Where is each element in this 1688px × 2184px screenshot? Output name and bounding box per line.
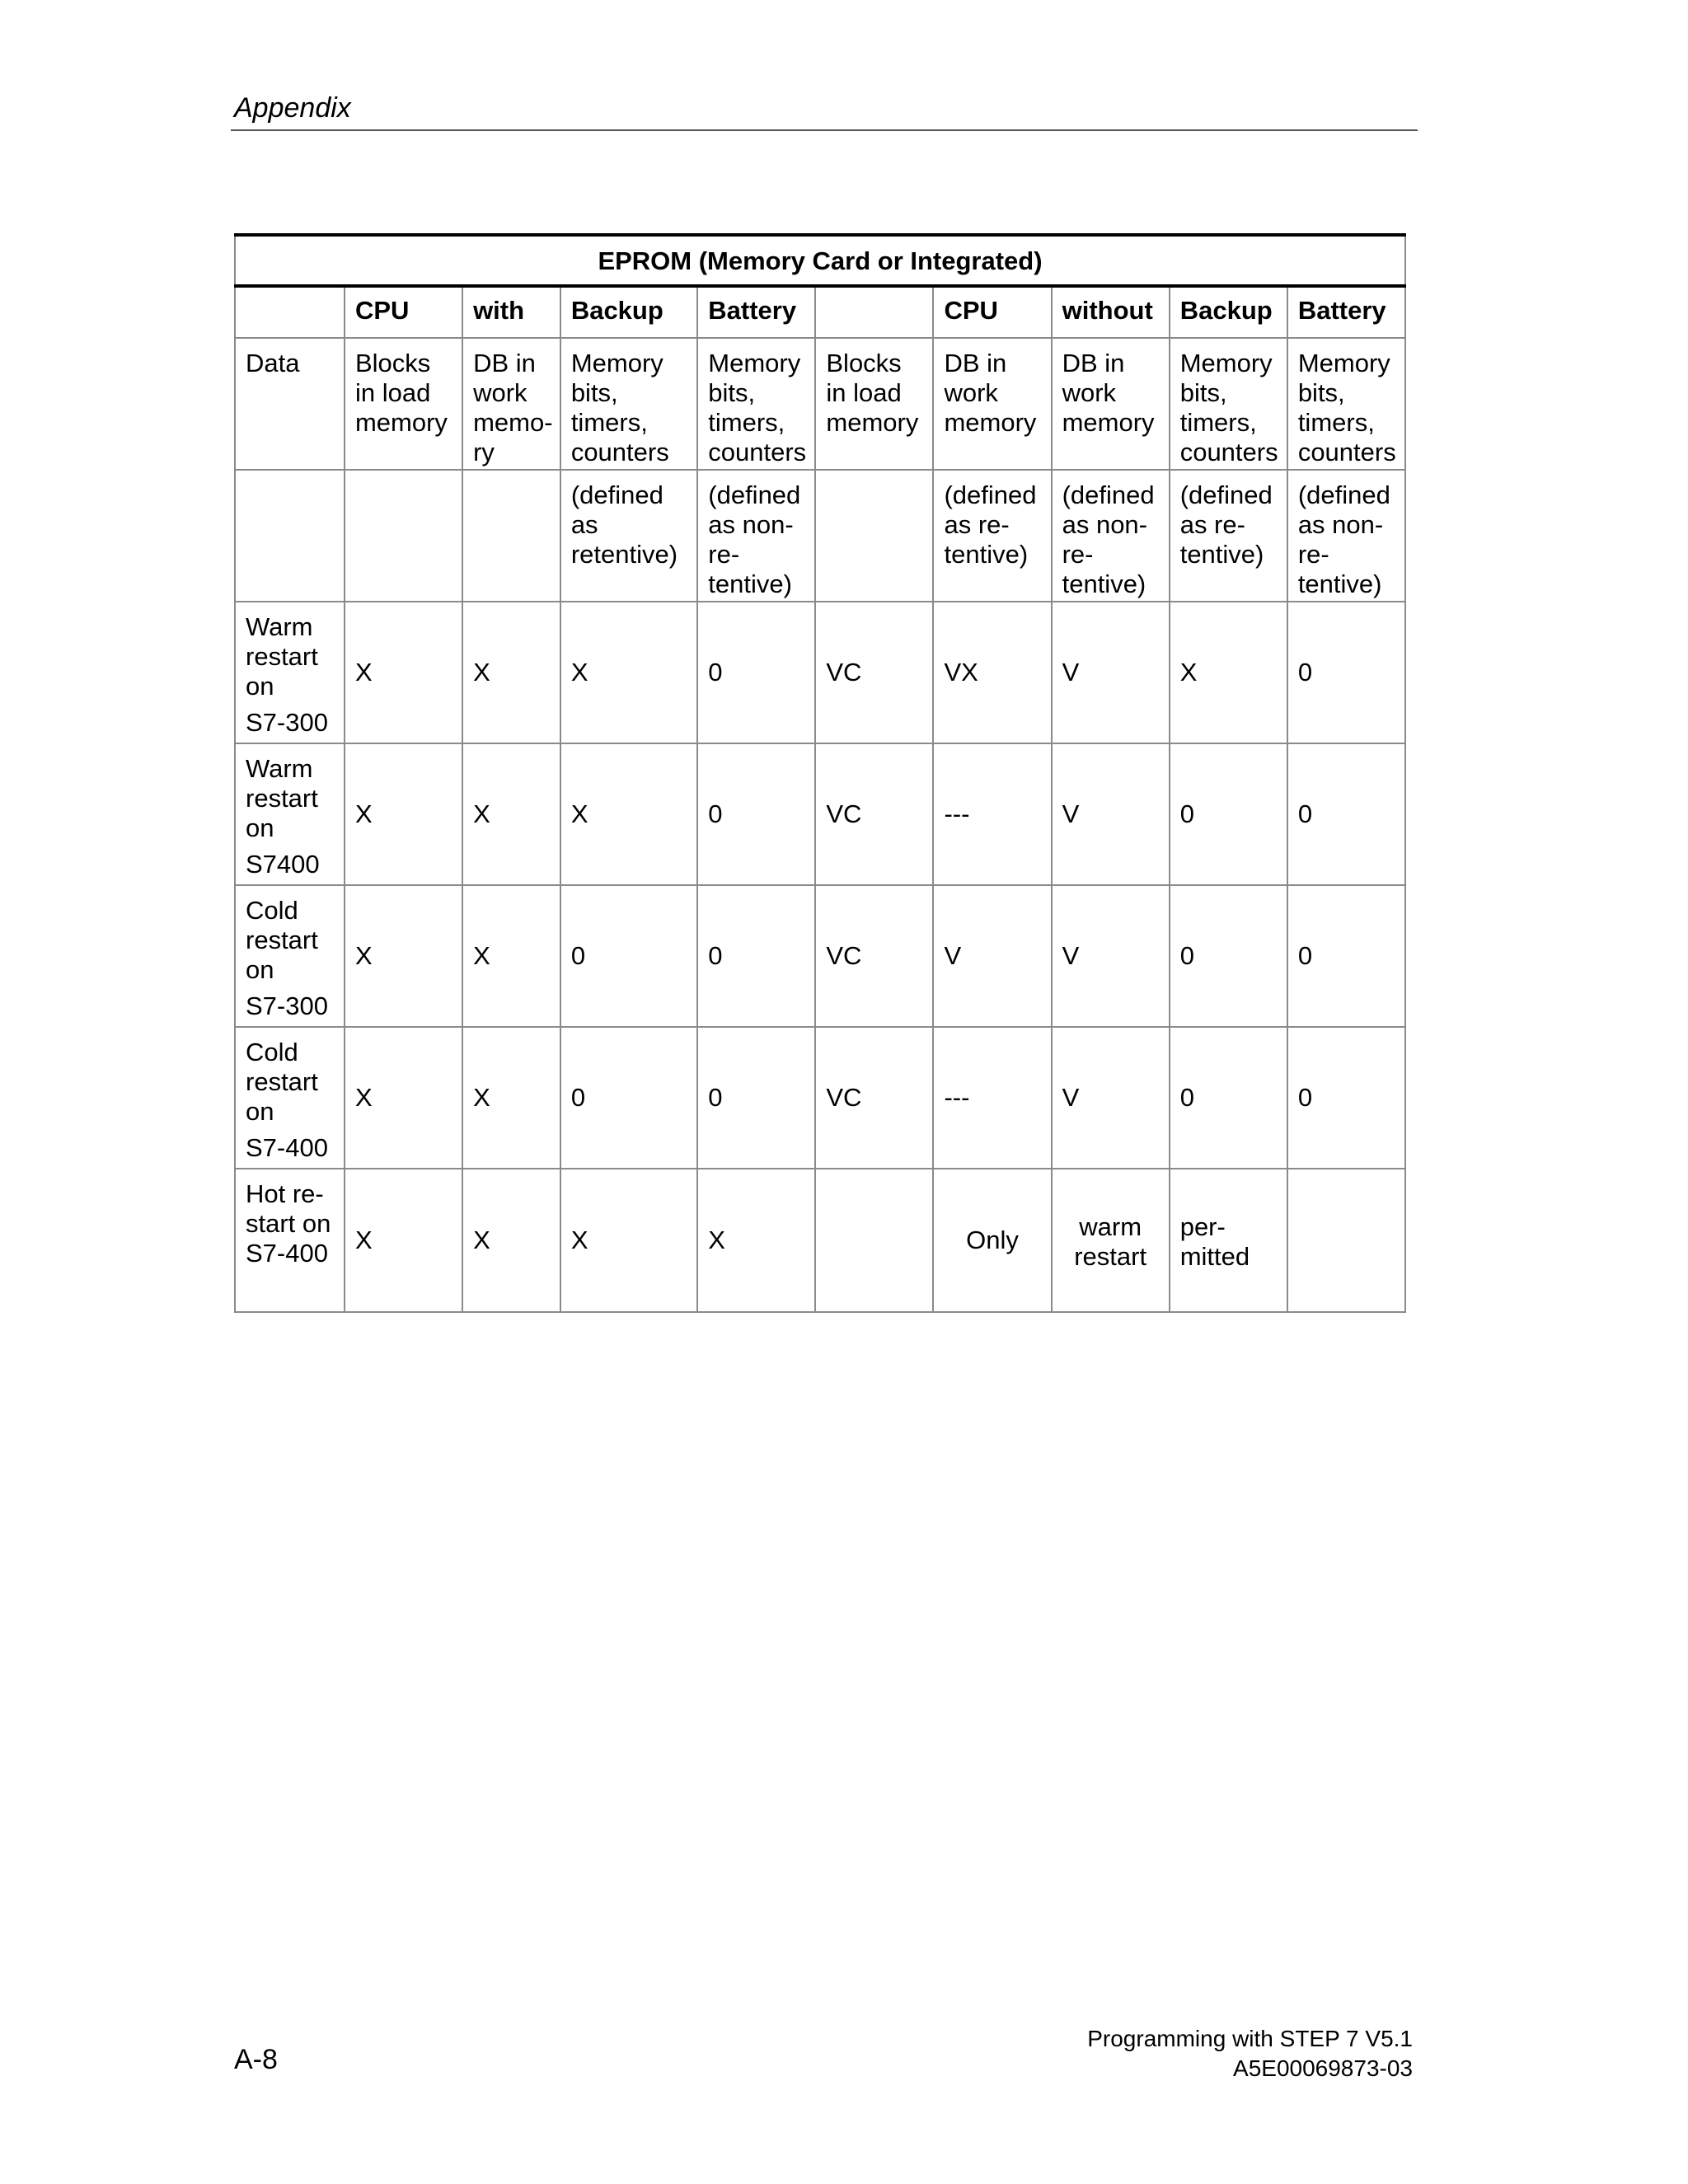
row-label-line: S7-400 bbox=[246, 1239, 328, 1268]
table-cell: (defined as non-re-tentive) bbox=[1287, 470, 1405, 602]
row-label-line: Cold bbox=[246, 896, 298, 925]
table-cell: (defined as re-tentive) bbox=[933, 470, 1051, 602]
table-cell: VC bbox=[815, 885, 933, 1027]
table-cell: X bbox=[462, 743, 560, 885]
row-label bbox=[235, 743, 345, 885]
row-label-line: S7400 bbox=[246, 850, 320, 879]
row-label: Data bbox=[235, 338, 345, 470]
table-cell bbox=[462, 470, 560, 602]
eprom-retentivity-table bbox=[234, 233, 1406, 1313]
row-label-line: restart bbox=[246, 642, 318, 671]
table-cell: Only bbox=[933, 1169, 1051, 1312]
row-label bbox=[235, 470, 345, 602]
table-cell bbox=[815, 1169, 933, 1312]
row-label bbox=[235, 1027, 345, 1169]
table-title: EPROM (Memory Card or Integrated) bbox=[235, 235, 1405, 286]
table-cell: V bbox=[933, 885, 1051, 1027]
table-cell: V bbox=[1052, 885, 1170, 1027]
table-cell: X bbox=[560, 602, 697, 743]
table-cell: X bbox=[462, 602, 560, 743]
table-cell: DB in work memory bbox=[1052, 338, 1170, 470]
table-cell: 0 bbox=[1287, 602, 1405, 743]
book-title: Programming with STEP 7 V5.1 bbox=[1087, 2026, 1413, 2051]
table-cell: X bbox=[345, 1027, 462, 1169]
table-cell: 0 bbox=[1287, 885, 1405, 1027]
table-row-warm-restart-s7400 bbox=[235, 743, 1405, 885]
column-header: Backup bbox=[560, 286, 697, 338]
table-cell: 0 bbox=[697, 602, 815, 743]
table-cell: (defined as re-tentive) bbox=[1170, 470, 1287, 602]
section-title: Appendix bbox=[234, 92, 351, 124]
row-label-line: restart bbox=[246, 1067, 318, 1096]
row-label bbox=[235, 885, 345, 1027]
row-label-line: S7-300 bbox=[246, 708, 328, 737]
table-row-data bbox=[235, 338, 1405, 470]
table-cell: V bbox=[1052, 743, 1170, 885]
row-label-line: Warm bbox=[246, 612, 313, 641]
table-cell: (defined as non-re-tentive) bbox=[1052, 470, 1170, 602]
table-row-hot-restart-s7-400 bbox=[235, 1169, 1405, 1312]
table-cell: 0 bbox=[697, 1027, 815, 1169]
table-cell: VX bbox=[933, 602, 1051, 743]
column-header bbox=[815, 286, 933, 338]
table-cell: X bbox=[345, 1169, 462, 1312]
page-number: A-8 bbox=[234, 2044, 278, 2075]
table-cell: Memory bits, timers, counters bbox=[560, 338, 697, 470]
row-label-line: Hot re- bbox=[246, 1179, 324, 1208]
table-cell: (defined as retentive) bbox=[560, 470, 697, 602]
table-cell bbox=[345, 470, 462, 602]
table-cell: X bbox=[345, 743, 462, 885]
table-cell: --- bbox=[933, 743, 1051, 885]
row-label-line: restart bbox=[246, 926, 318, 954]
table-cell: Blocks in load memory bbox=[345, 338, 462, 470]
table-cell: 0 bbox=[697, 743, 815, 885]
table-cell: X bbox=[462, 885, 560, 1027]
table-header-row bbox=[235, 286, 1405, 338]
table-cell: per-mitted bbox=[1170, 1169, 1287, 1312]
table-cell: 0 bbox=[697, 885, 815, 1027]
table-cell: VC bbox=[815, 1027, 933, 1169]
table-cell: VC bbox=[815, 743, 933, 885]
column-header: without bbox=[1052, 286, 1170, 338]
table-cell: (defined as non-re-tentive) bbox=[697, 470, 815, 602]
table-cell: Memory bits, timers, counters bbox=[1170, 338, 1287, 470]
table-cell: Memory bits, timers, counters bbox=[697, 338, 815, 470]
row-label-line: S7-400 bbox=[246, 1133, 328, 1162]
table-cell: Blocks in load memory bbox=[815, 338, 933, 470]
table-cell: DB in work memory bbox=[933, 338, 1051, 470]
table-cell: --- bbox=[933, 1027, 1051, 1169]
column-header: Backup bbox=[1170, 286, 1287, 338]
column-header: Battery bbox=[697, 286, 815, 338]
table-row-cold-restart-s7-400 bbox=[235, 1027, 1405, 1169]
table-cell: warm restart bbox=[1052, 1169, 1170, 1312]
table-cell: X bbox=[462, 1027, 560, 1169]
row-label-line: Cold bbox=[246, 1038, 298, 1066]
header-divider bbox=[231, 129, 1418, 131]
table-cell: 0 bbox=[1287, 743, 1405, 885]
table-cell: 0 bbox=[1170, 743, 1287, 885]
table-cell: X bbox=[560, 1169, 697, 1312]
column-header: Battery bbox=[1287, 286, 1405, 338]
table-cell: 0 bbox=[1170, 1027, 1287, 1169]
table-cell: X bbox=[1170, 602, 1287, 743]
row-label-line: S7-300 bbox=[246, 991, 328, 1020]
row-label-line: on bbox=[246, 1097, 274, 1126]
table-cell: X bbox=[697, 1169, 815, 1312]
table-cell: X bbox=[462, 1169, 560, 1312]
row-label-line: Warm bbox=[246, 754, 313, 783]
table-row-cold-restart-s7-300 bbox=[235, 885, 1405, 1027]
table-cell: VC bbox=[815, 602, 933, 743]
row-label-line: restart bbox=[246, 784, 318, 813]
table-cell: X bbox=[560, 743, 697, 885]
table-cell: V bbox=[1052, 1027, 1170, 1169]
row-label-line: on bbox=[246, 813, 274, 842]
table-cell: Memory bits, timers, counters bbox=[1287, 338, 1405, 470]
table-cell: X bbox=[345, 885, 462, 1027]
table-cell: V bbox=[1052, 602, 1170, 743]
row-label-line: start on bbox=[246, 1209, 331, 1238]
row-label bbox=[235, 602, 345, 743]
table-cell bbox=[815, 470, 933, 602]
column-header: with bbox=[462, 286, 560, 338]
table-cell: DB in work memo-ry bbox=[462, 338, 560, 470]
column-header bbox=[235, 286, 345, 338]
table-cell: 0 bbox=[560, 1027, 697, 1169]
row-label-line: on bbox=[246, 955, 274, 984]
table-cell: X bbox=[345, 602, 462, 743]
table-cell: 0 bbox=[1170, 885, 1287, 1027]
table-cell bbox=[1287, 1169, 1405, 1312]
table-cell: 0 bbox=[1287, 1027, 1405, 1169]
row-label-line: on bbox=[246, 672, 274, 701]
table-row-warm-restart-s7-300 bbox=[235, 602, 1405, 743]
document-code: A5E00069873-03 bbox=[1233, 2055, 1413, 2081]
table-cell: 0 bbox=[560, 885, 697, 1027]
table-row-defined bbox=[235, 470, 1405, 602]
column-header: CPU bbox=[933, 286, 1051, 338]
row-label bbox=[235, 1169, 345, 1312]
column-header: CPU bbox=[345, 286, 462, 338]
